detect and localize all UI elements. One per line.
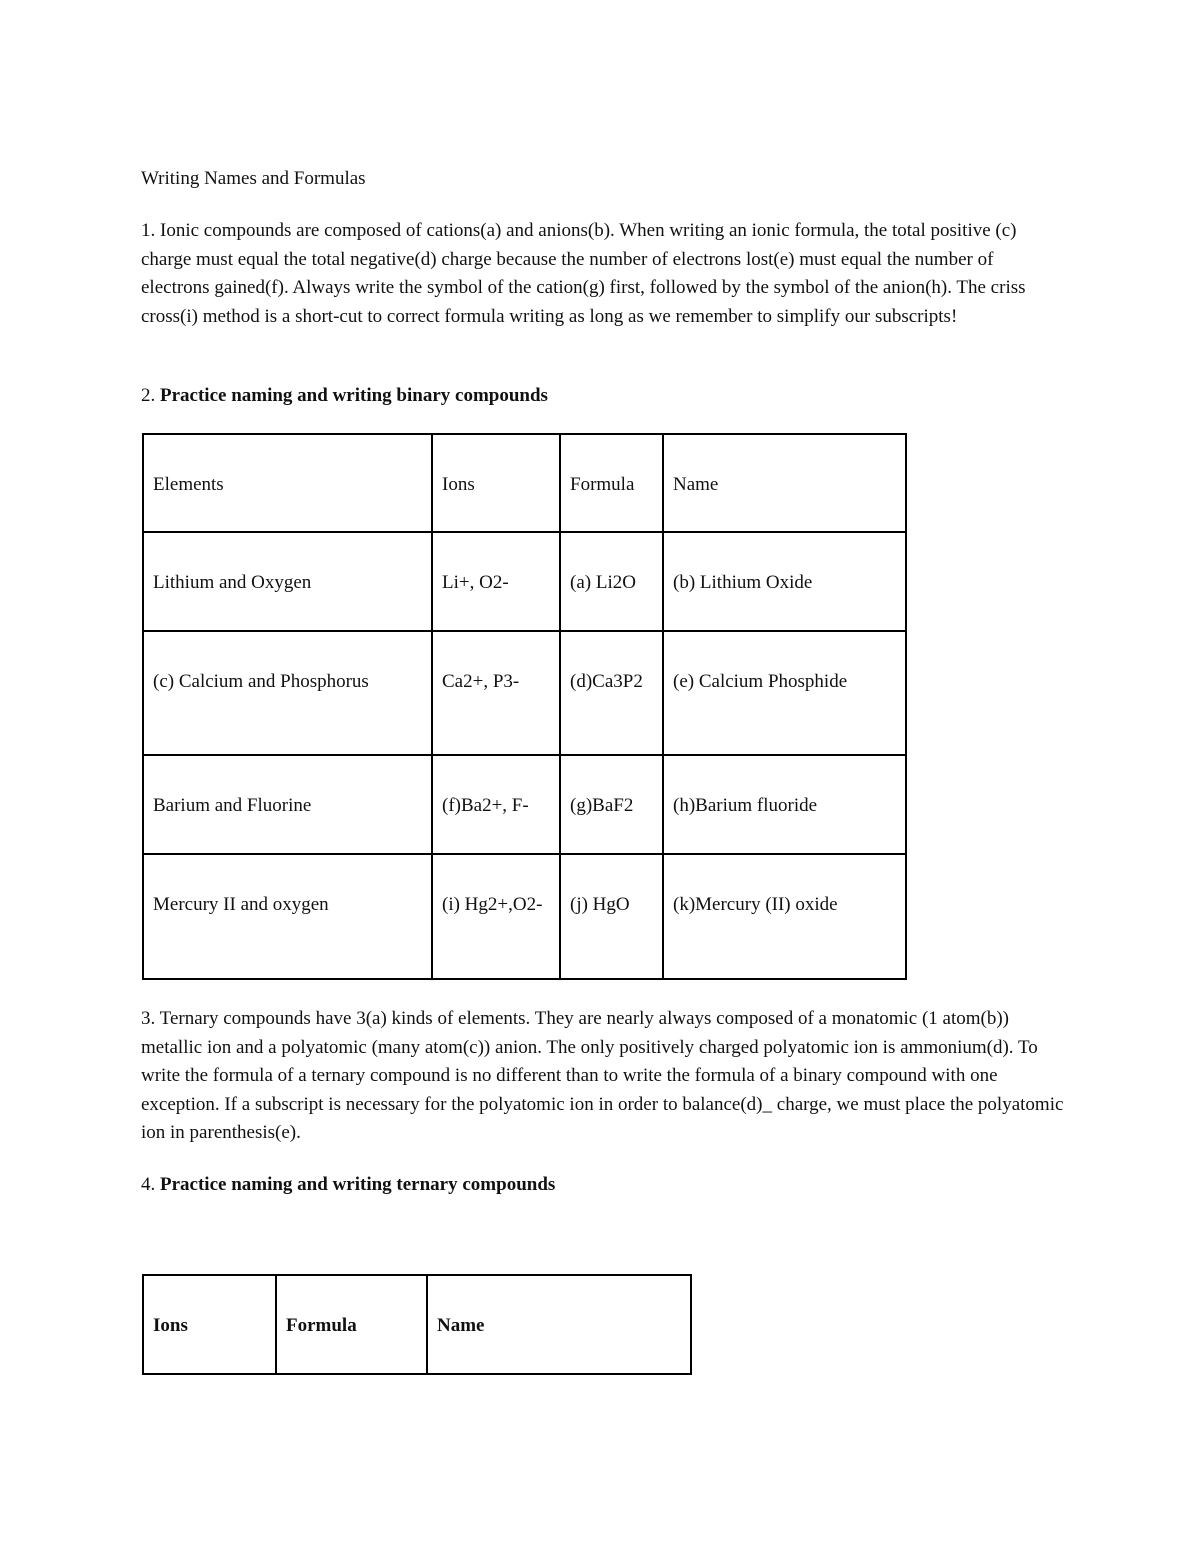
paragraph-text: Ternary compounds have 3(a) kinds of elements. They are nearly always composed of a monatomic (1 atom(b)) metallic ion and a polyatomic (many atom(c)) anion. The only positively charged polyatomic ion is ammonium(d). To write the formula of a ternary compound is no different than to write the formula of a binary compound with one exception. If a subscript is necessary for the polyatomic ion in order to balance(d)_ charge, we must place the polyatomic ion in parenthesis(e). — [141, 1008, 1064, 1144]
table-row — [143, 854, 906, 979]
table-cell: (i) Hg2+,O2- — [432, 854, 560, 979]
table-cell: (e) Calcium Phosphide — [663, 631, 906, 755]
heading-text: Practice naming and writing ternary compounds — [160, 1174, 556, 1195]
paragraph-ternary-compounds — [141, 1005, 1066, 1148]
table-cell: (d)Ca3P2 — [560, 631, 663, 755]
binary-compounds-table — [142, 433, 907, 980]
section-heading-ternary — [141, 1171, 1066, 1200]
ternary-compounds-table — [142, 1274, 692, 1375]
table-header-row — [143, 1275, 691, 1374]
table-cell: (g)BaF2 — [560, 755, 663, 854]
paragraph-ionic-compounds — [141, 217, 1066, 331]
page-title: Writing Names and Formulas — [141, 168, 366, 189]
table-cell: (b) Lithium Oxide — [663, 532, 906, 631]
table-header-cell: Formula — [276, 1275, 427, 1374]
paragraph-text: Ionic compounds are composed of cations(a) and anions(b). When writing an ionic formula, the total positive (c) charge must equal the total negative(d) charge because the number of electrons lost(e) must equal the number of electrons gained(f). Always write the symbol of the cation(g) first, followed by the symbol of the anion(h). The criss cross(i) method is a short-cut to correct formula writing as long as we remember to simplify our subscripts! — [141, 220, 1026, 327]
table-header-cell: Ions — [143, 1275, 276, 1374]
table-header-cell: Elements — [143, 434, 432, 532]
table-cell: Li+, O2- — [432, 532, 560, 631]
table-header-cell: Name — [427, 1275, 691, 1374]
table-cell: Barium and Fluorine — [143, 755, 432, 854]
section-number: 4. — [141, 1174, 156, 1195]
table-cell: (j) HgO — [560, 854, 663, 979]
table-row — [143, 631, 906, 755]
table-cell: (a) Li2O — [560, 532, 663, 631]
table-row — [143, 532, 906, 631]
table-header-cell: Ions — [432, 434, 560, 532]
table-cell: Ca2+, P3- — [432, 631, 560, 755]
heading-text: Practice naming and writing binary compounds — [160, 385, 548, 406]
table-header-cell: Formula — [560, 434, 663, 532]
table-cell: Lithium and Oxygen — [143, 532, 432, 631]
table-header-row — [143, 434, 906, 532]
section-heading-binary — [141, 382, 1066, 411]
table-row — [143, 755, 906, 854]
table-cell: (k)Mercury (II) oxide — [663, 854, 906, 979]
table-cell: Mercury II and oxygen — [143, 854, 432, 979]
section-number: 3. — [141, 1008, 156, 1029]
table-cell: (f)Ba2+, F- — [432, 755, 560, 854]
table-header-cell: Name — [663, 434, 906, 532]
table-cell: (h)Barium fluoride — [663, 755, 906, 854]
section-number: 2. — [141, 385, 156, 406]
table-cell: (c) Calcium and Phosphorus — [143, 631, 432, 755]
section-number: 1. — [141, 220, 156, 241]
